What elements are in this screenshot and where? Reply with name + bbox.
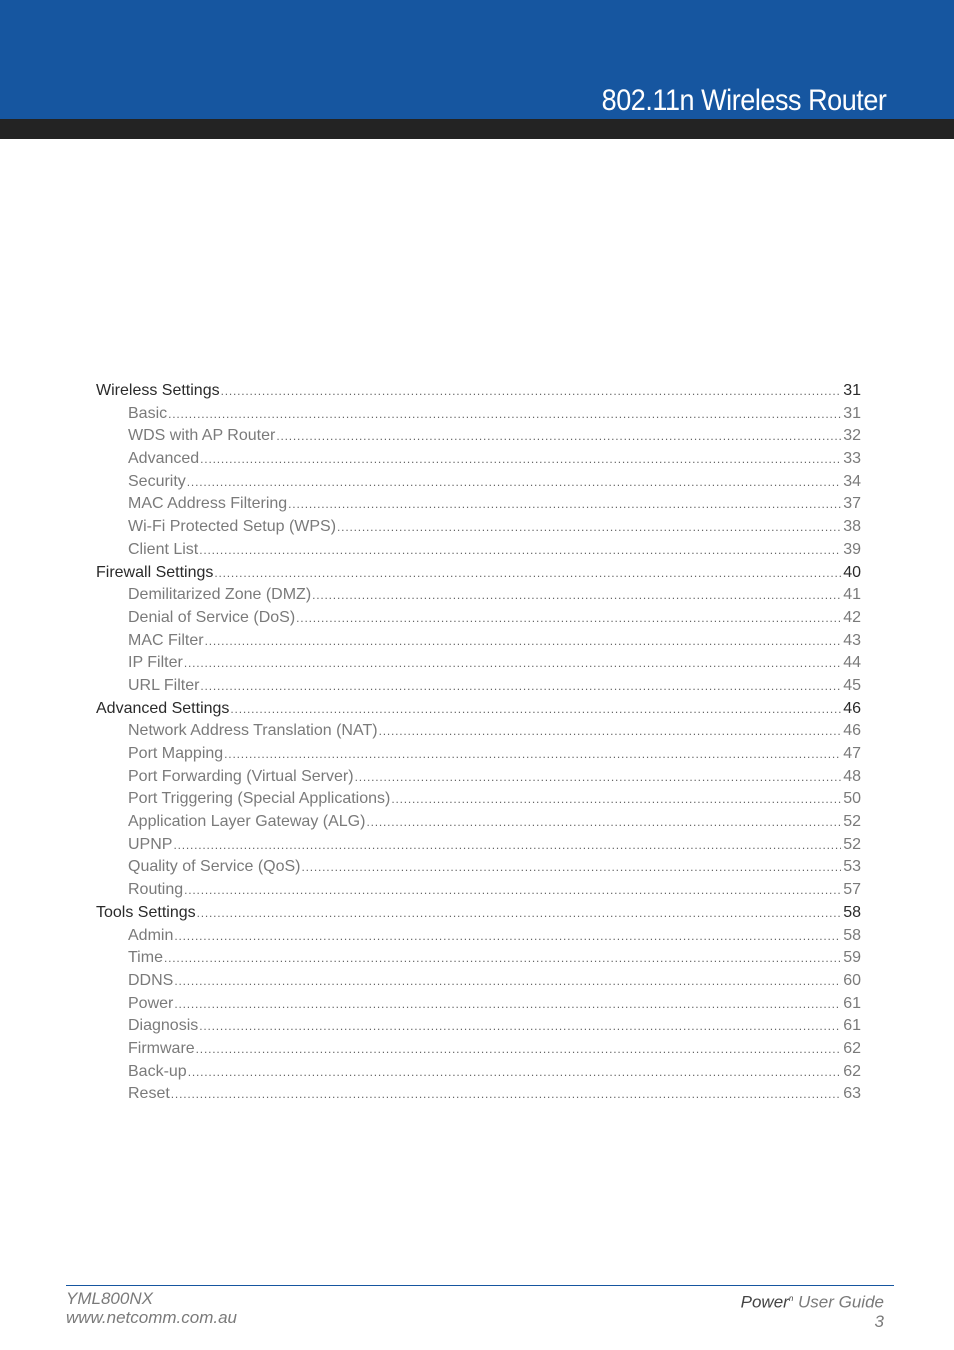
toc-subsection-entry[interactable]	[96, 995, 861, 1018]
document-title: 802.11n Wireless Router	[601, 84, 886, 117]
toc-entry-label: Port Forwarding (Virtual Server)	[128, 767, 354, 785]
toc-entry-label: Tools Settings	[96, 903, 196, 921]
toc-subsection-entry[interactable]	[96, 450, 861, 473]
toc-subsection-entry[interactable]	[96, 405, 861, 428]
toc-subsection-entry[interactable]	[96, 745, 861, 768]
toc-dot-leader	[174, 929, 841, 943]
toc-subsection-entry[interactable]	[96, 541, 861, 564]
toc-dot-leader	[171, 1087, 841, 1101]
toc-section-entry[interactable]	[96, 904, 861, 927]
toc-dot-leader	[276, 429, 841, 443]
toc-dot-leader	[188, 1065, 841, 1079]
toc-entry-label: Routing	[128, 881, 184, 899]
toc-page-number: 38	[843, 518, 861, 536]
toc-page-number: 57	[843, 881, 861, 899]
toc-entry-label: Admin	[128, 926, 174, 944]
toc-entry-label: Wi-Fi Protected Setup (WPS)	[128, 518, 337, 536]
toc-entry-label: Port Mapping	[128, 745, 224, 762]
toc-subsection-entry[interactable]	[96, 586, 861, 609]
toc-dot-leader	[214, 566, 841, 580]
toc-page-number: 40	[843, 563, 861, 581]
toc-section-entry[interactable]	[96, 700, 861, 723]
toc-dot-leader	[230, 702, 841, 716]
toc-entry-label: Reset	[128, 1085, 170, 1103]
toc-entry-label: Quality of Service (QoS)	[128, 858, 301, 876]
toc-subsection-entry[interactable]	[96, 972, 861, 995]
footer-divider	[66, 1285, 894, 1286]
toc-dot-leader	[174, 997, 841, 1011]
toc-page-number: 50	[843, 790, 861, 808]
toc-dot-leader	[296, 611, 841, 625]
toc-page-number: 46	[843, 722, 861, 740]
toc-dot-leader	[224, 747, 841, 761]
toc-page-number: 32	[843, 427, 861, 445]
toc-subsection-entry[interactable]	[96, 881, 861, 904]
toc-page-number: 33	[843, 450, 861, 468]
toc-entry-label: WDS with AP Router	[128, 427, 276, 445]
toc-page-number: 41	[843, 586, 861, 604]
toc-entry-label: UPNP	[128, 835, 173, 853]
toc-dot-leader	[205, 634, 841, 648]
toc-entry-label: Back-up	[128, 1062, 187, 1080]
toc-page-number: 44	[843, 654, 861, 672]
toc-dot-leader	[187, 475, 841, 489]
toc-page-number: 61	[843, 1017, 861, 1035]
toc-dot-leader	[200, 452, 841, 466]
toc-subsection-entry[interactable]	[96, 495, 861, 518]
toc-subsection-entry[interactable]	[96, 677, 861, 700]
toc-subsection-entry[interactable]	[96, 473, 861, 496]
toc-dot-leader	[366, 815, 841, 829]
toc-page-number: 61	[843, 994, 861, 1012]
header-dark-strip	[0, 119, 954, 139]
toc-page-number: 58	[843, 926, 861, 944]
toc-entry-label: MAC Filter	[128, 631, 204, 649]
toc-page-number: 34	[843, 472, 861, 490]
toc-entry-label: Power	[128, 994, 174, 1012]
toc-subsection-entry[interactable]	[96, 1040, 861, 1063]
footer-left	[66, 1289, 237, 1327]
toc-subsection-entry[interactable]	[96, 768, 861, 791]
toc-subsection-entry[interactable]	[96, 858, 861, 881]
toc-dot-leader	[199, 543, 841, 557]
toc-dot-leader	[391, 792, 841, 806]
toc-section-entry[interactable]	[96, 564, 861, 587]
toc-page-number: 37	[843, 495, 861, 513]
toc-dot-leader	[164, 951, 841, 965]
toc-dot-leader	[200, 679, 841, 693]
toc-subsection-entry[interactable]	[96, 949, 861, 972]
toc-page-number: 63	[843, 1085, 861, 1103]
toc-entry-label: Client List	[128, 540, 199, 558]
website-link[interactable]: www.netcomm.com.au	[66, 1308, 237, 1327]
toc-dot-leader	[196, 1042, 841, 1056]
toc-entry-label: Denial of Service (DoS)	[128, 608, 296, 626]
toc-page-number: 47	[843, 745, 861, 762]
toc-entry-label: Advanced Settings	[96, 699, 230, 717]
toc-dot-leader	[173, 838, 841, 852]
toc-page-number: 62	[843, 1062, 861, 1080]
toc-page-number: 62	[843, 1039, 861, 1057]
toc-page-number: 31	[843, 404, 861, 422]
footer-right	[741, 1289, 884, 1331]
guide-title	[741, 1289, 884, 1312]
toc-page-number: 48	[843, 767, 861, 785]
toc-entry-label: IP Filter	[128, 654, 183, 672]
toc-dot-leader	[337, 520, 841, 534]
header-band	[0, 0, 954, 119]
toc-page-number: 45	[843, 676, 861, 694]
toc-dot-leader	[184, 656, 841, 670]
toc-page-number: 53	[843, 858, 861, 876]
toc-entry-label: URL Filter	[128, 676, 200, 694]
toc-entry-label: Port Triggering (Special Applications)	[128, 790, 391, 808]
brand-superscript: n	[788, 1294, 794, 1303]
toc-subsection-entry[interactable]	[96, 427, 861, 450]
toc-page-number: 43	[843, 631, 861, 649]
toc-subsection-entry[interactable]	[96, 1017, 861, 1040]
toc-page-number: 58	[843, 903, 861, 921]
toc-subsection-entry[interactable]	[96, 632, 861, 655]
toc-subsection-entry[interactable]	[96, 1085, 861, 1108]
toc-entry-label: Advanced	[128, 450, 200, 468]
toc-subsection-entry[interactable]	[96, 790, 861, 813]
toc-subsection-entry[interactable]	[96, 609, 861, 632]
toc-entry-label: Diagnosis	[128, 1017, 199, 1035]
toc-entry-label: Network Address Translation (NAT)	[128, 722, 378, 740]
toc-entry-label: Firmware	[128, 1039, 195, 1057]
toc-entry-label: Wireless Settings	[96, 382, 220, 399]
toc-subsection-entry[interactable]	[96, 813, 861, 836]
toc-entry-label: Security	[128, 472, 186, 490]
toc-dot-leader	[355, 770, 841, 784]
toc-entry-label: DDNS	[128, 971, 174, 989]
toc-page-number: 52	[843, 835, 861, 853]
toc-page-number: 42	[843, 608, 861, 626]
toc-subsection-entry[interactable]	[96, 722, 861, 745]
toc-section-entry[interactable]	[96, 382, 861, 405]
toc-page-number: 52	[843, 813, 861, 831]
toc-entry-label: Demilitarized Zone (DMZ)	[128, 586, 312, 604]
toc-dot-leader	[174, 974, 841, 988]
toc-page-number: 39	[843, 540, 861, 558]
toc-dot-leader	[302, 860, 842, 874]
toc-subsection-entry[interactable]	[96, 1063, 861, 1086]
toc-page-number: 46	[843, 699, 861, 717]
toc-entry-label: Firewall Settings	[96, 563, 214, 581]
toc-entry-label: MAC Address Filtering	[128, 495, 288, 513]
toc-entry-label: Application Layer Gateway (ALG)	[128, 813, 366, 831]
toc-subsection-entry[interactable]	[96, 927, 861, 950]
toc-entry-label: Time	[128, 949, 163, 967]
toc-dot-leader	[312, 588, 841, 602]
toc-dot-leader	[379, 724, 841, 738]
toc-page-number: 60	[843, 971, 861, 989]
toc-dot-leader	[197, 906, 841, 920]
guide-label: User Guide	[798, 1292, 884, 1312]
page-number: 3	[874, 1311, 884, 1331]
toc-subsection-entry[interactable]	[96, 654, 861, 677]
model-number: YML800NX	[66, 1289, 153, 1308]
toc-subsection-entry[interactable]	[96, 518, 861, 541]
table-of-contents	[96, 382, 861, 1108]
toc-dot-leader	[221, 384, 841, 398]
toc-page-number: 31	[843, 382, 861, 399]
toc-dot-leader	[184, 883, 841, 897]
toc-dot-leader	[288, 497, 841, 511]
toc-subsection-entry[interactable]	[96, 836, 861, 859]
toc-dot-leader	[168, 407, 841, 421]
toc-dot-leader	[199, 1019, 841, 1033]
toc-page-number: 59	[843, 949, 861, 967]
toc-entry-label: Basic	[128, 404, 168, 422]
brand-name: Power	[740, 1292, 789, 1312]
